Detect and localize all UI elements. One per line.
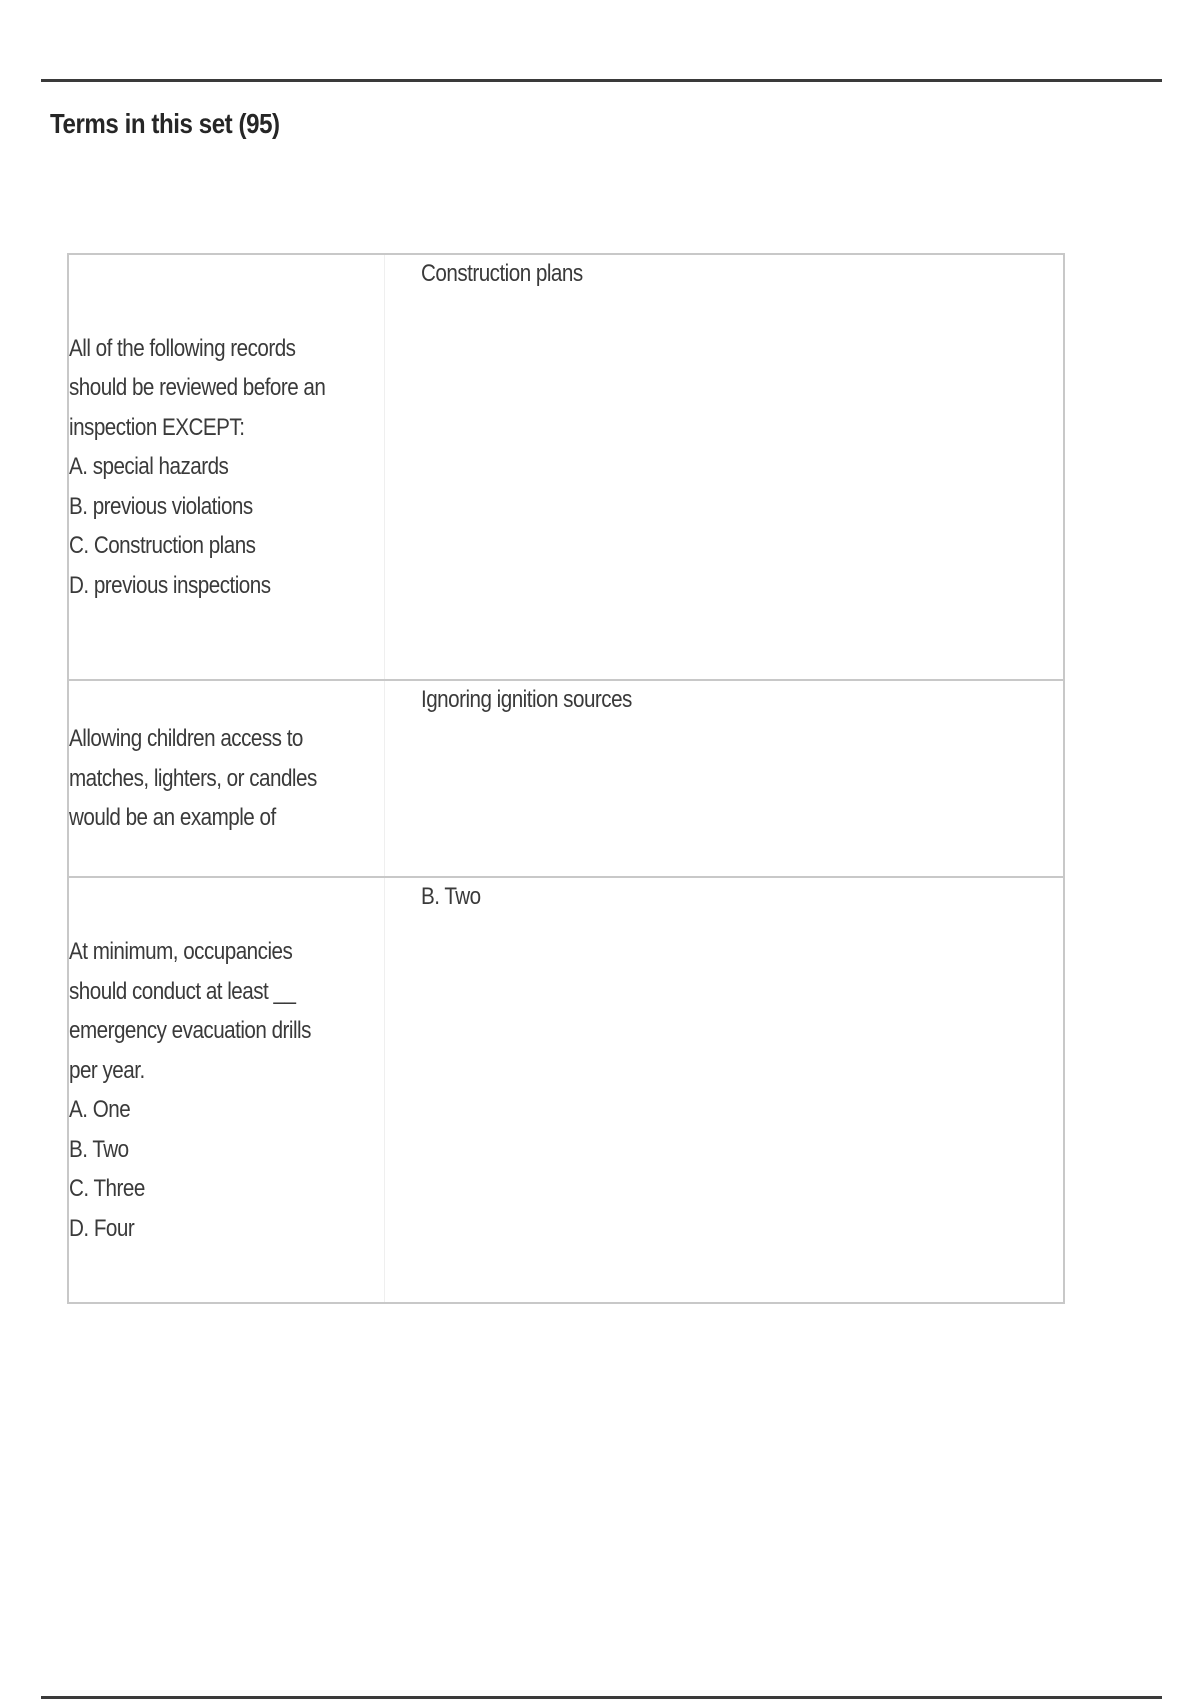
term-cell: [69, 681, 385, 876]
bottom-divider: [41, 1696, 1162, 1699]
term-text: Allowing children access to matches, lighters, or candles would be an example of: [69, 725, 317, 832]
terms-count-heading: Terms in this set (95): [50, 108, 280, 139]
term-text: At minimum, occupancies should conduct at least __ emergency evacuation drills per year. A. One B. Two C. Three D. Four: [69, 938, 311, 1242]
term-row: [69, 255, 1063, 679]
term-cell: [69, 255, 385, 679]
term-cell: [69, 878, 385, 1302]
definition-cell: [385, 255, 1063, 679]
definition-text: Construction plans: [421, 260, 583, 287]
term-row: [69, 679, 1063, 876]
definition-text: Ignoring ignition sources: [421, 686, 632, 713]
definition-text: B. Two: [421, 883, 481, 910]
top-divider: [41, 79, 1162, 82]
term-text: All of the following records should be reviewed before an inspection EXCEPT: A. special hazards B. previous violations C. Construction plans D. previous inspections: [69, 334, 326, 599]
definition-cell: [385, 681, 1063, 876]
term-row: [69, 876, 1063, 1302]
definition-cell: [385, 878, 1063, 1302]
terms-table: [67, 253, 1065, 1304]
